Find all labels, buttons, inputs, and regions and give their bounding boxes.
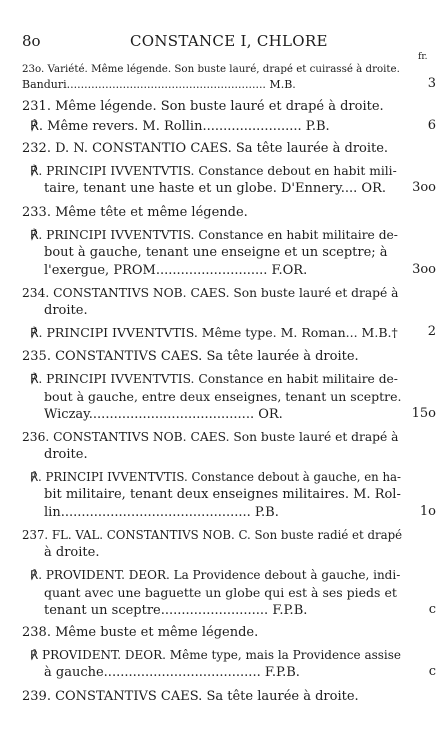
entry-237-line-2: à droite.: [44, 545, 100, 560]
entry-233-reverse-line-3: l'exergue, PROM........................... F.OR.: [44, 263, 308, 278]
entry-233-reverse-line-1: ℟. PRINCIPI IVVENTVTIS. Constance en habit militaire de-: [30, 228, 398, 242]
entry-231-line-1: 231. Même légende. Son buste lauré et drapé à droite.: [22, 99, 384, 114]
entry-236-line-2: droite.: [44, 447, 88, 462]
entry-238-line-1: 238. Même buste et même légende.: [22, 625, 259, 640]
entry-236-reverse-line-1: ℟. PRINCIPI IVVENTVTIS. Constance debout à gauche, en ha-: [30, 470, 401, 484]
entry-234-reverse-line-1: ℟. PRINCIPI IVVENTVTIS. Même type. M. Roman... M.B.†: [30, 325, 398, 340]
entry-237-reverse-line-3: tenant un sceptre.......................... F.P.B.: [44, 603, 308, 618]
entry-230-line-2: Banduri......................................................... M.B.: [22, 78, 296, 91]
entry-235-reverse-line-3: Wiczay........................................ OR.: [44, 407, 283, 422]
entry-237-line-1: 237. FL. VAL. CONSTANTIVS NOB. C. Son buste radié et drapé: [22, 528, 403, 542]
entry-232-reverse-line-1: ℟. PRINCIPI IVVENTVTIS. Constance debout en habit mili-: [30, 164, 397, 178]
entry-231-reverse-line-1: ℟. Même revers. M. Rollin........................ P.B.: [30, 119, 330, 134]
entry-234-value: 2: [427, 324, 436, 339]
entry-238-reverse-line-1: ℟ PROVIDENT. DEOR. Même type, mais la Providence assise: [30, 648, 402, 662]
entry-235-value: 15o: [411, 406, 436, 421]
entry-236-reverse-line-3: lin.............................................. P.B.: [44, 505, 279, 520]
entry-235-line-1: 235. CONSTANTIVS CAES. Sa tête laurée à droite.: [22, 349, 359, 364]
entry-232-line-1: 232. D. N. CONSTANTIO CAES. Sa tête laurée à droite.: [22, 141, 389, 156]
entry-233-value: 3oo: [412, 262, 436, 277]
entry-238-value: c: [428, 664, 436, 679]
entry-234-line-1: 234. CONSTANTIVS NOB. CAES. Son buste lauré et drapé à: [22, 286, 399, 300]
value-column-head: fr.: [418, 52, 428, 62]
entry-239-line-1: 239. CONSTANTIVS CAES. Sa tête laurée à droite.: [22, 689, 359, 704]
page-title: CONSTANCE I, CHLORE: [130, 32, 328, 50]
entry-233-line-1: 233. Même tête et même légende.: [22, 205, 248, 220]
page-number: 8o: [22, 32, 41, 50]
entry-231-value: 6: [427, 118, 436, 133]
entry-232-value: 3oo: [412, 180, 436, 195]
entry-237-value: c: [428, 602, 436, 617]
entry-235-reverse-line-1: ℟. PRINCIPI IVVENTVTIS. Constance en habit militaire de-: [30, 372, 398, 386]
entry-233-reverse-line-2: bout à gauche, tenant une enseigne et un sceptre; à: [44, 245, 388, 260]
entry-234-line-2: droite.: [44, 303, 88, 318]
entry-237-reverse-line-1: ℟. PROVIDENT. DEOR. La Providence debout à gauche, indi-: [30, 568, 401, 582]
entry-230-line-1: 23o. Variété. Même légende. Son buste lauré, drapé et cuirassé à droite.: [22, 63, 400, 75]
entry-238-reverse-line-2: à gauche...................................... F.P.B.: [44, 665, 300, 680]
entry-236-line-1: 236. CONSTANTIVS NOB. CAES. Son buste lauré et drapé à: [22, 430, 399, 444]
entry-235-reverse-line-2: bout à gauche, entre deux enseignes, tenant un sceptre.: [44, 389, 402, 404]
entry-236-reverse-line-2: bit militaire, tenant deux enseignes militaires. M. Rol-: [44, 487, 401, 502]
entry-237-reverse-line-2: quant avec une baguette un globe qui est à ses pieds et: [44, 585, 397, 600]
entry-236-value: 1o: [419, 504, 436, 519]
entry-232-reverse-line-2: taire, tenant une haste et un globe. D'Ennery.... OR.: [44, 181, 386, 196]
entry-230-value: 3: [427, 76, 436, 91]
